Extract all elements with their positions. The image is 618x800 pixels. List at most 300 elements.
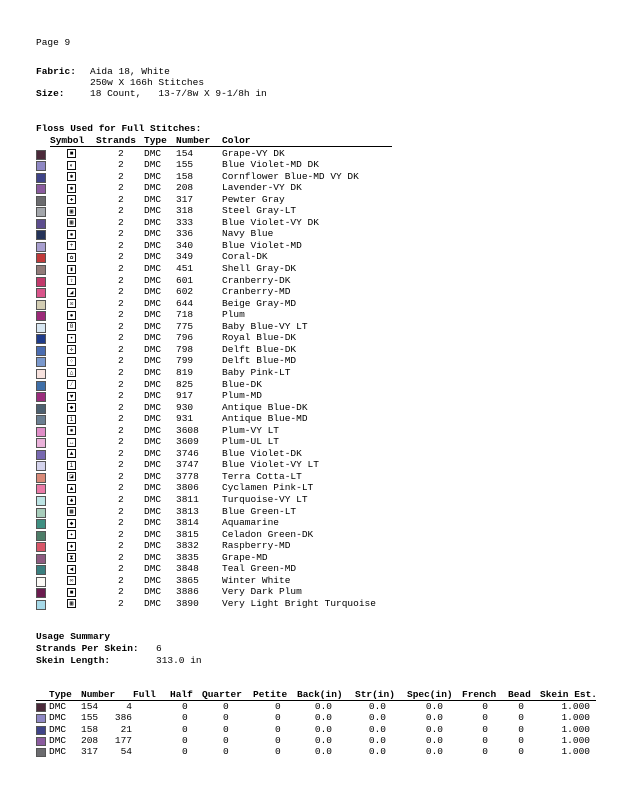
floss-type: DMC: [144, 239, 162, 251]
floss-row: [36, 436, 396, 448]
floss-type: DMC: [144, 424, 162, 436]
summary-french: 0: [482, 723, 488, 735]
grid-icon: ▦: [67, 218, 76, 227]
summary-header-petite: Petite: [253, 689, 288, 700]
floss-row: [36, 586, 396, 598]
summary-back: 0.0: [314, 701, 332, 712]
floss-type: DMC: [144, 263, 162, 274]
summary-half: 0: [182, 701, 188, 712]
floss-number: 3747: [176, 459, 199, 471]
floss-number: 3865: [176, 574, 199, 586]
floss-type: DMC: [144, 586, 162, 598]
summary-type: DMC: [49, 712, 67, 724]
floss-row: [36, 332, 396, 344]
color-swatch: [36, 554, 46, 564]
color-swatch: [36, 173, 46, 183]
floss-strands: 2: [118, 366, 124, 378]
floss-number: 155: [176, 159, 194, 171]
floss-type: DMC: [144, 320, 162, 332]
floss-strands: 2: [118, 228, 124, 240]
floss-color-name: Very Dark Plum: [222, 586, 302, 598]
usage-title: Usage Summary: [36, 631, 111, 642]
x-box-icon: ☒: [67, 299, 76, 308]
floss-color-name: Blue-DK: [222, 378, 262, 390]
floss-type: DMC: [144, 355, 162, 367]
floss-strands: 2: [118, 563, 124, 575]
floss-type: DMC: [144, 563, 162, 575]
floss-row: [36, 251, 396, 263]
floss-row: [36, 148, 396, 160]
summary-half: 0: [182, 746, 188, 758]
house-icon: ▲: [67, 449, 76, 458]
summary-quarter: 0: [223, 734, 229, 746]
floss-color-name: Pewter Gray: [222, 193, 285, 205]
floss-color-name: Raspberry-MD: [222, 540, 291, 552]
color-swatch: [36, 161, 46, 171]
summary-skein-est: 1.000: [561, 734, 590, 746]
color-swatch: [36, 265, 46, 275]
floss-type: DMC: [144, 470, 162, 482]
floss-row: [36, 540, 396, 552]
summary-spec: 0.0: [425, 734, 443, 746]
summary-str: 0.0: [368, 712, 386, 724]
summary-back: 0.0: [314, 712, 332, 724]
color-swatch: [36, 334, 46, 344]
arrow-left-icon: ◄: [67, 565, 76, 574]
summary-row: [36, 735, 596, 746]
floss-row: [36, 459, 396, 471]
color-swatch: [36, 484, 46, 494]
summary-str: 0.0: [368, 723, 386, 735]
floss-type: DMC: [144, 551, 162, 563]
floss-strands: 2: [118, 355, 124, 367]
floss-row: [36, 517, 396, 529]
summary-french: 0: [482, 712, 488, 724]
floss-number: 208: [176, 182, 194, 194]
color-swatch: [36, 369, 46, 379]
floss-type: DMC: [144, 413, 162, 425]
page-label: Page 9: [36, 37, 71, 48]
square-icon: ■: [67, 588, 76, 597]
floss-strands: 2: [118, 597, 124, 609]
floss-strands: 2: [118, 551, 124, 563]
floss-header-symbol: Symbol: [50, 135, 85, 146]
floss-type: DMC: [144, 597, 162, 609]
floss-type: DMC: [144, 159, 162, 171]
summary-full: 4: [126, 701, 132, 712]
summary-skein-est: 1.000: [561, 723, 590, 735]
summary-number: 154: [81, 701, 99, 712]
summary-petite: 0: [275, 746, 281, 758]
floss-number: 3835: [176, 551, 199, 563]
summary-skein-est: 1.000: [561, 701, 590, 712]
summary-petite: 0: [275, 712, 281, 724]
floss-strands: 2: [118, 147, 124, 159]
floss-color-name: Cranberry-DK: [222, 274, 291, 286]
summary-french: 0: [482, 701, 488, 712]
floss-color-name: Shell Gray-DK: [222, 263, 297, 274]
floss-strands: 2: [118, 459, 124, 471]
figure-icon: ♦: [67, 542, 76, 551]
color-swatch: [36, 473, 46, 483]
floss-row: [36, 598, 396, 610]
floss-color-name: Teal Green-MD: [222, 563, 297, 575]
summary-str: 0.0: [368, 746, 386, 758]
floss-color-name: Grape-VY DK: [222, 147, 285, 159]
floss-type: DMC: [144, 193, 162, 205]
summary-petite: 0: [275, 734, 281, 746]
floss-number: 336: [176, 228, 194, 240]
dot-icon: •: [67, 334, 76, 343]
floss-row: [36, 240, 396, 252]
floss-strands: 2: [118, 274, 124, 286]
summary-type: DMC: [49, 734, 67, 746]
floss-number: 825: [176, 378, 194, 390]
floss-strands: 2: [118, 286, 124, 298]
floss-color-name: Celadon Green-DK: [222, 528, 314, 540]
summary-row: [36, 724, 596, 735]
floss-strands: 2: [118, 182, 124, 194]
floss-row: [36, 298, 396, 310]
plus-icon: +: [67, 241, 76, 250]
color-swatch: [36, 737, 46, 746]
floss-row: [36, 217, 396, 229]
floss-strands: 2: [118, 320, 124, 332]
summary-header-type: Type: [49, 689, 72, 700]
floss-number: 930: [176, 401, 194, 413]
floss-strands: 2: [118, 159, 124, 171]
grid-icon: ▦: [67, 599, 76, 608]
floss-strands: 2: [118, 263, 124, 274]
half-fill-icon: ◪: [67, 472, 76, 481]
summary-header-quarter: Quarter: [202, 689, 242, 700]
star-icon: ✱: [67, 172, 76, 181]
summary-type: DMC: [49, 701, 67, 712]
floss-row: [36, 448, 396, 460]
bar-icon: ▮: [67, 265, 76, 274]
summary-spec: 0.0: [425, 746, 443, 758]
floss-type: DMC: [144, 540, 162, 552]
floss-row: [36, 402, 396, 414]
floss-number: 3813: [176, 505, 199, 517]
floss-strands: 2: [118, 586, 124, 598]
floss-header-type: Type: [144, 135, 167, 146]
floss-number: 718: [176, 309, 194, 321]
floss-strands: 2: [118, 401, 124, 413]
color-swatch: [36, 207, 46, 217]
floss-color-name: Steel Gray-LT: [222, 205, 297, 217]
floss-type: DMC: [144, 251, 162, 263]
square-icon: ■: [67, 149, 76, 158]
floss-number: 3814: [176, 517, 199, 529]
color-swatch: [36, 242, 46, 252]
diamond-icon: ◆: [67, 519, 76, 528]
floss-color-name: Grape-MD: [222, 551, 268, 563]
color-swatch: [36, 288, 46, 298]
floss-color-name: Plum-VY LT: [222, 424, 280, 436]
summary-header-bead: Bead: [508, 689, 531, 700]
bracket-icon: 0: [67, 322, 76, 331]
floss-type: DMC: [144, 297, 162, 309]
floss-row: [36, 286, 396, 298]
fabric-value: Aida 18, White: [90, 66, 170, 77]
color-swatch: [36, 542, 46, 552]
floss-strands: 2: [118, 309, 124, 321]
floss-strands: 2: [118, 239, 124, 251]
floss-row: [36, 563, 396, 575]
floss-type: DMC: [144, 517, 162, 529]
color-swatch: [36, 277, 46, 287]
summary-spec: 0.0: [425, 723, 443, 735]
color-swatch: [36, 726, 46, 735]
floss-row: [36, 367, 396, 379]
floss-type: DMC: [144, 332, 162, 344]
summary-str: 0.0: [368, 734, 386, 746]
floss-number: 3609: [176, 436, 199, 448]
color-swatch: [36, 404, 46, 414]
floss-number: 3890: [176, 597, 199, 609]
floss-number: 317: [176, 193, 194, 205]
color-swatch: [36, 438, 46, 448]
floss-row: [36, 194, 396, 206]
floss-header-color: Color: [222, 135, 251, 146]
grid-dots-icon: ⁘: [68, 357, 75, 365]
box-icon: ▣: [67, 207, 76, 216]
floss-color-name: Baby Blue-VY LT: [222, 320, 308, 332]
floss-color-name: Blue Violet-MD: [222, 239, 302, 251]
color-swatch: [36, 346, 46, 356]
floss-color-name: Terra Cotta-LT: [222, 470, 302, 482]
skein-length-value: 313.0 in: [156, 655, 202, 666]
floss-row: [36, 205, 396, 217]
floss-color-name: Baby Pink-LT: [222, 366, 291, 378]
color-swatch: [36, 450, 46, 460]
color-swatch: [36, 565, 46, 575]
color-swatch: [36, 519, 46, 529]
floss-row: [36, 228, 396, 240]
floss-row: [36, 471, 396, 483]
color-swatch: [36, 184, 46, 194]
floss-row: [36, 182, 396, 194]
floss-color-name: Aquamarine: [222, 517, 280, 529]
floss-color-name: Winter White: [222, 574, 291, 586]
gear-icon: ✺: [67, 426, 76, 435]
floss-color-name: Turquoise-VY LT: [222, 494, 308, 505]
summary-number: 317: [81, 746, 99, 758]
summary-header-half: Half: [170, 689, 193, 700]
summary-row: [36, 746, 596, 757]
floss-type: DMC: [144, 459, 162, 471]
color-swatch: [36, 323, 46, 333]
floss-number: 3608: [176, 424, 199, 436]
floss-row: [36, 344, 396, 356]
summary-str: 0.0: [368, 701, 386, 712]
floss-row: [36, 275, 396, 287]
summary-french: 0: [482, 734, 488, 746]
floss-header-number: Number: [176, 135, 211, 146]
swirl-icon: ✢: [67, 345, 76, 354]
floss-type: DMC: [144, 528, 162, 540]
infinity-icon: ∞: [67, 576, 76, 585]
floss-strands: 2: [118, 424, 124, 436]
summary-header-skein-est: Skein Est.: [540, 689, 598, 700]
floss-number: 3886: [176, 586, 199, 598]
strands-per-skein-label: Strands Per Skein:: [36, 643, 139, 654]
floss-number: 601: [176, 274, 194, 286]
floss-type: DMC: [144, 378, 162, 390]
floss-row: [36, 379, 396, 391]
floss-type: DMC: [144, 228, 162, 240]
summary-french: 0: [482, 746, 488, 758]
summary-row: [36, 712, 596, 723]
floss-row: [36, 575, 396, 587]
floss-strands: 2: [118, 528, 124, 540]
skein-length-label: Skein Length:: [36, 655, 111, 666]
floss-strands: 2: [118, 505, 124, 517]
floss-number: 158: [176, 170, 194, 182]
flower-icon: ✿: [67, 253, 76, 262]
floss-number: 340: [176, 239, 194, 251]
floss-type: DMC: [144, 205, 162, 217]
floss-color-name: Delft Blue-DK: [222, 343, 297, 355]
floss-number: 3832: [176, 540, 199, 552]
floss-type: DMC: [144, 401, 162, 413]
summary-quarter: 0: [223, 723, 229, 735]
floss-row: [36, 159, 396, 171]
floss-row: [36, 355, 396, 367]
floss-type: DMC: [144, 170, 162, 182]
size-label: Size:: [36, 88, 65, 99]
star-icon: ✦: [67, 530, 76, 539]
summary-half: 0: [182, 734, 188, 746]
floss-type: DMC: [144, 216, 162, 228]
color-swatch: [36, 415, 46, 425]
summary-header-spec: Spec(in): [407, 689, 453, 700]
summary-header-str: Str(in): [355, 689, 395, 700]
gear-icon: ✹: [67, 230, 76, 239]
floss-color-name: Navy Blue: [222, 228, 274, 240]
summary-number: 155: [81, 712, 99, 724]
dot-icon: ●: [67, 311, 76, 320]
color-swatch: [36, 600, 46, 610]
color-swatch: [36, 461, 46, 471]
floss-row: [36, 321, 396, 333]
summary-quarter: 0: [223, 712, 229, 724]
floss-row: [36, 494, 396, 506]
summary-bead: 0: [518, 734, 524, 746]
cross-icon: ✚: [67, 195, 76, 204]
summary-header-french: French: [462, 689, 497, 700]
floss-number: 798: [176, 343, 194, 355]
floss-number: 3806: [176, 482, 199, 494]
floss-number: 3811: [176, 494, 199, 505]
floss-type: DMC: [144, 182, 162, 194]
color-swatch: [36, 196, 46, 206]
floss-color-name: Blue Violet-MD DK: [222, 159, 319, 171]
floss-strands: 2: [118, 251, 124, 263]
summary-half: 0: [182, 712, 188, 724]
color-swatch: [36, 496, 46, 506]
floss-color-name: Plum-UL LT: [222, 436, 280, 448]
floss-number: 3746: [176, 447, 199, 459]
floss-type: DMC: [144, 286, 162, 298]
floss-strands: 2: [118, 216, 124, 228]
floss-row: [36, 309, 396, 321]
floss-strands: 2: [118, 205, 124, 217]
floss-strands: 2: [118, 343, 124, 355]
fabric-stitches: 250w X 166h Stitches: [90, 77, 205, 88]
floss-number: 349: [176, 251, 194, 263]
summary-skein-est: 1.000: [561, 712, 590, 724]
summary-skein-est: 1.000: [561, 746, 590, 758]
figure-icon: i: [67, 415, 76, 424]
summary-number: 208: [81, 734, 99, 746]
floss-type: DMC: [144, 309, 162, 321]
floss-color-name: Antique Blue-DK: [222, 401, 308, 413]
color-swatch: [36, 508, 46, 518]
summary-back: 0.0: [314, 734, 332, 746]
color-swatch: [36, 703, 46, 712]
floss-color-name: Royal Blue-DK: [222, 332, 297, 344]
tree-icon: ♣: [67, 496, 76, 505]
floss-number: 333: [176, 216, 194, 228]
color-swatch: [36, 577, 46, 587]
floss-color-name: Blue Violet-VY DK: [222, 216, 319, 228]
floss-number: 451: [176, 263, 194, 274]
floss-strands: 2: [118, 482, 124, 494]
floss-strands: 2: [118, 170, 124, 182]
floss-color-name: Beige Gray-MD: [222, 297, 297, 309]
slash-icon: ⁄: [67, 380, 76, 389]
color-swatch: [36, 714, 46, 723]
hourglass-icon: ⧗: [67, 553, 76, 562]
floss-color-name: Delft Blue-MD: [222, 355, 297, 367]
color-swatch: [36, 230, 46, 240]
floss-color-name: Cornflower Blue-MD VY DK: [222, 170, 359, 182]
summary-full: 54: [120, 746, 132, 758]
floss-row: [36, 390, 396, 402]
color-swatch: [36, 219, 46, 229]
color-swatch: [36, 357, 46, 367]
floss-color-name: Plum: [222, 309, 245, 321]
floss-row: [36, 482, 396, 494]
floss-number: 3815: [176, 528, 199, 540]
summary-quarter: 0: [223, 701, 229, 712]
color-swatch: [36, 300, 46, 310]
floss-title: Floss Used for Full Stitches:: [36, 123, 202, 134]
star-icon: ✱: [67, 184, 76, 193]
floss-number: 917: [176, 390, 194, 402]
floss-color-name: Coral-DK: [222, 251, 268, 263]
summary-header-back: Back(in): [297, 689, 343, 700]
color-swatch: [36, 253, 46, 263]
floss-row: [36, 552, 396, 564]
floss-type: DMC: [144, 574, 162, 586]
floss-type: DMC: [144, 343, 162, 355]
floss-strands: 2: [118, 540, 124, 552]
floss-color-name: Blue Green-LT: [222, 505, 297, 517]
floss-strands: 2: [118, 413, 124, 425]
circle-icon: ◐: [67, 161, 76, 170]
summary-full: 386: [114, 712, 132, 724]
fabric-label: Fabric:: [36, 66, 76, 77]
summary-bead: 0: [518, 701, 524, 712]
floss-strands: 2: [118, 378, 124, 390]
heart-icon: ♥: [67, 392, 76, 401]
summary-full: 21: [120, 723, 132, 735]
floss-strands: 2: [118, 447, 124, 459]
bottle-icon: i: [67, 461, 76, 470]
